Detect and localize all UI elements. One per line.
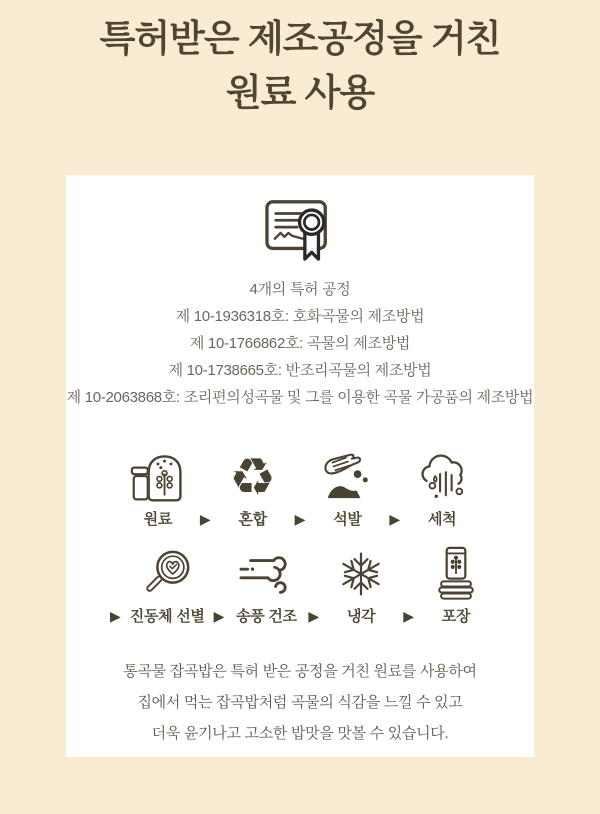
description-line: 통곡물 잡곡밥은 특허 받은 공정을 거친 원료를 사용하여	[123, 663, 477, 681]
description-line: 더욱 윤기나고 고소한 밥맛을 맛볼 수 있습니다.	[151, 725, 449, 743]
process-step-label: 세척	[427, 511, 457, 529]
process-row-1	[66, 449, 534, 529]
process-step-washing	[404, 449, 480, 529]
process-step-label: 송풍 건조	[236, 608, 297, 626]
recycle-icon: ♻	[229, 448, 276, 509]
description-line: 집에서 먹는 잡곡밥처럼 곡물의 식감을 느낄 수 있고	[137, 694, 463, 712]
process-step-mixing	[215, 449, 291, 529]
process-step-label: 원료	[143, 511, 173, 529]
process-step-label: 석발	[333, 511, 362, 529]
product-description	[66, 656, 534, 749]
process-step-packaging	[418, 546, 494, 626]
process-flow	[66, 449, 534, 626]
flow-arrow-icon: ▶	[110, 608, 121, 625]
flow-arrow-icon: ▶	[308, 608, 320, 625]
wind-icon	[235, 546, 297, 600]
patent-info-card	[66, 175, 534, 757]
magnifier-check-icon	[140, 546, 194, 600]
flow-arrow-icon: ▶	[294, 511, 306, 528]
process-step-cooling	[323, 546, 399, 626]
flow-arrow-icon: ▶	[403, 608, 414, 625]
process-step-air-drying	[228, 546, 304, 626]
process-step-raw-material	[120, 449, 196, 529]
patent-item: 제 10-1936318호: 호화곡물의 제조방법	[175, 308, 425, 326]
washing-icon	[415, 449, 469, 503]
patent-list-heading: 4개의 특허 공정	[249, 281, 351, 299]
process-step-label: 냉각	[346, 608, 376, 626]
patent-item: 제 10-2063868호: 조리편의성곡물 및 그를 이용한 곡물 가공품의 제조방법	[66, 389, 534, 407]
snowflake-icon	[334, 546, 388, 600]
process-step-label: 진동체 선별	[129, 608, 205, 626]
process-step-vibration-sieve	[125, 546, 210, 626]
patent-item: 제 10-1738665호: 반조리곡물의 제조방법	[168, 362, 432, 380]
patent-item: 제 10-1766862호: 곡물의 제조방법	[189, 335, 411, 353]
process-step-label: 혼합	[238, 511, 267, 529]
patent-list	[66, 276, 534, 411]
hand-sorting-icon	[320, 449, 374, 503]
page-header	[0, 0, 600, 119]
package-icon	[429, 546, 483, 600]
grain-sack-icon	[130, 449, 186, 503]
page-title	[0, 12, 600, 119]
flow-arrow-icon: ▶	[213, 608, 225, 625]
flow-arrow-icon: ▶	[199, 511, 211, 528]
flow-arrow-icon: ▶	[389, 511, 401, 528]
certificate-icon	[66, 196, 534, 264]
process-row-2	[66, 546, 534, 626]
process-step-stone-removal	[309, 449, 385, 529]
page-title-line2: 원료 사용	[225, 71, 375, 113]
process-step-label: 포장	[441, 608, 471, 626]
page-title-line1: 특허받은 제조공정을 거친	[99, 18, 501, 59]
